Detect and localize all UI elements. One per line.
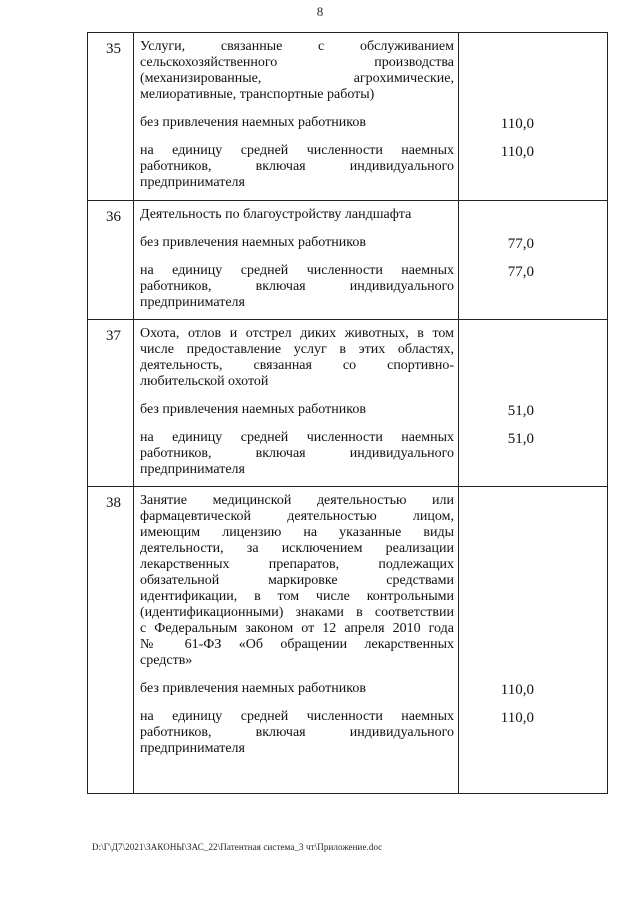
- file-path-footer: D:\Г\Д7\2021\ЗАКОНЫ\ЗАС_22\Патентная система_3 чт\Приложение.doc: [92, 842, 383, 852]
- row-number: 37: [88, 320, 134, 487]
- per-employee-label-line: предпринимателя: [140, 295, 245, 310]
- per-employee-label-line: работников, включая индивидуального: [140, 279, 454, 294]
- tariff-table: [87, 32, 608, 794]
- activity-title-line: (идентификационными) знаками в соответствии: [140, 605, 454, 620]
- table-row: [88, 487, 608, 794]
- per-employee-label: [140, 709, 454, 757]
- per-employee-label: [140, 263, 454, 311]
- value-per-employee: 110,0: [500, 143, 534, 160]
- per-employee-label-line: предпринимателя: [140, 741, 245, 756]
- activity-title: [140, 326, 454, 390]
- without-employees-label: без привлечения наемных работников: [140, 115, 366, 130]
- activity-title-line: Охота, отлов и отстрел диких животных, в том: [140, 326, 454, 341]
- activity-title-line: средств»: [140, 653, 193, 668]
- activity-description: [134, 487, 459, 794]
- activity-title-line: деятельности, за исключением реализации: [140, 541, 454, 556]
- value-without-employees: 51,0: [507, 402, 534, 419]
- per-employee-label-line: на единицу средней численности наемных: [140, 263, 454, 278]
- activity-title-line: деятельность, связанная со спортивно-: [140, 358, 454, 373]
- activity-description: [134, 201, 459, 320]
- per-employee-label: [140, 143, 454, 191]
- activity-title-line: числе предоставление услуг в этих областях,: [140, 342, 454, 357]
- activity-title-line: Услуги, связанные с обслуживанием: [140, 39, 454, 54]
- value-cell: [459, 487, 608, 794]
- table-row: [88, 201, 608, 320]
- row-number: 35: [88, 33, 134, 201]
- table-row: [88, 33, 608, 201]
- without-employees-label: без привлечения наемных работников: [140, 235, 366, 250]
- activity-title-line: мелиоративные, транспортные работы): [140, 87, 375, 102]
- activity-title-line: идентификации, в том числе контрольными: [140, 589, 454, 604]
- per-employee-label-line: работников, включая индивидуального: [140, 159, 454, 174]
- activity-title-line: с Федеральным законом от 12 апреля 2010 года: [140, 621, 454, 636]
- row-number: 38: [88, 487, 134, 794]
- value-per-employee: 51,0: [507, 430, 534, 447]
- per-employee-label-line: на единицу средней численности наемных: [140, 143, 454, 158]
- per-employee-label-line: предпринимателя: [140, 462, 245, 477]
- activity-title: [140, 207, 454, 223]
- value-without-employees: 77,0: [507, 235, 534, 252]
- per-employee-label-line: работников, включая индивидуального: [140, 725, 454, 740]
- activity-title-line: Занятие медицинской деятельностью или: [140, 493, 454, 508]
- activity-title: [140, 39, 454, 103]
- value-without-employees: 110,0: [500, 681, 534, 698]
- row-number: 36: [88, 201, 134, 320]
- per-employee-label-line: предпринимателя: [140, 175, 245, 190]
- per-employee-label-line: на единицу средней численности наемных: [140, 430, 454, 445]
- activity-title-line: фармацевтической деятельностью лицом,: [140, 509, 454, 524]
- per-employee-label: [140, 430, 454, 478]
- activity-title: [140, 493, 454, 669]
- table-row: [88, 320, 608, 487]
- without-employees-label: без привлечения наемных работников: [140, 681, 366, 696]
- page-number: 8: [316, 4, 324, 19]
- activity-title-line: (механизированные, агрохимические,: [140, 71, 454, 86]
- value-cell: [459, 320, 608, 487]
- without-employees-label: без привлечения наемных работников: [140, 402, 366, 417]
- activity-title-line: № 61-ФЗ «Об обращении лекарственных: [140, 637, 454, 652]
- activity-title-line: Деятельность по благоустройству ландшафта: [140, 207, 412, 222]
- per-employee-label-line: работников, включая индивидуального: [140, 446, 454, 461]
- per-employee-label-line: на единицу средней численности наемных: [140, 709, 454, 724]
- activity-description: [134, 33, 459, 201]
- value-per-employee: 110,0: [500, 709, 534, 726]
- activity-title-line: обязательной маркировке средствами: [140, 573, 454, 588]
- activity-title-line: любительской охотой: [140, 374, 269, 389]
- value-without-employees: 110,0: [500, 115, 534, 132]
- activity-title-line: лекарственных препаратов, подлежащих: [140, 557, 454, 572]
- value-per-employee: 77,0: [507, 263, 534, 280]
- value-cell: [459, 33, 608, 201]
- activity-description: [134, 320, 459, 487]
- value-cell: [459, 201, 608, 320]
- activity-title-line: сельскохозяйственного производства: [140, 55, 454, 70]
- activity-title-line: имеющим лицензию на указанные виды: [140, 525, 454, 540]
